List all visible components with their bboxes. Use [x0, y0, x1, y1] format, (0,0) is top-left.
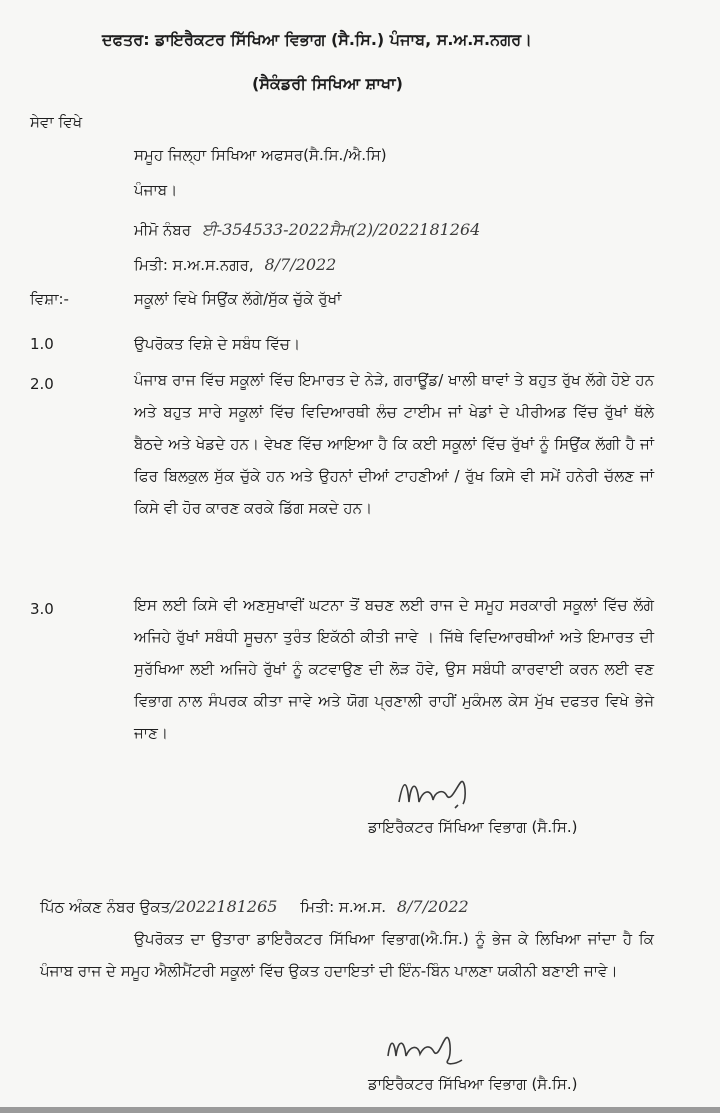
- endorsement-line: [40, 897, 469, 917]
- signatory-designation: ਡਾਇਰੈਕਟਰ ਸਿੱਖਿਆ ਵਿਭਾਗ (ਸੈ.ਸਿ.): [368, 1075, 578, 1093]
- page-bottom-edge: [0, 1107, 720, 1113]
- endorsement-date-label: ਮਿਤੀ: ਸ.ਅ.ਸ.: [300, 898, 387, 916]
- endorsement-number-handwritten: /2022181265: [170, 897, 278, 916]
- subject-text: ਸਕੂਲਾਂ ਵਿਖੇ ਸਿਉਂਕ ਲੱਗੇ/ਸੁੱਕ ਚੁੱਕੇ ਰੁੱਖਾਂ: [134, 290, 342, 308]
- wing-subheader: (ਸੈਕੰਡਰੀ ਸਿਖਿਆ ਸ਼ਾਖਾ): [252, 74, 403, 93]
- endorsement-text: ਉਪਰੋਕਤ ਦਾ ਉਤਾਰਾ ਡਾਇਰੈਕਟਰ ਸਿੱਖਿਆ ਵਿਭਾਗ(ਐ.ਸਿ.) ਨੂੰ ਭੇਜ ਕੇ ਲਿਖਿਆ ਜਾਂਦਾ ਹੈ ਕਿ ਪੰਜਾਬ ਰਾਜ ਦੇ ਸਮੂਹ ਐਲੀਮੈਂਟਰੀ ਸਕੂਲਾਂ ਵਿੱਚ ਉਕਤ ਹਦਾਇਤਾਂ ਦੀ ਇੰਨ-ਬਿੰਨ ਪਾਲਣਾ ਯਕੀਨੀ ਬਣਾਈ ਜਾਵੇ।: [40, 930, 654, 980]
- date-line: [134, 255, 336, 275]
- endorsement-label: ਪਿੱਠ ਅੰਕਣ ਨੰਬਰ ਉਕਤ: [40, 898, 171, 916]
- subject-label: ਵਿਸ਼ਾ:-: [30, 290, 69, 308]
- date-handwritten: 8/7/2022: [264, 255, 337, 274]
- para-number: 3.0: [30, 600, 54, 618]
- endorsement-date-handwritten: 8/7/2022: [396, 897, 469, 916]
- para-number: 1.0: [30, 335, 54, 353]
- date-label: ਮਿਤੀ: ਸ.ਅ.ਸ.ਨਗਰ,: [134, 256, 254, 274]
- para-text: ਉਪਰੋਕਤ ਵਿਸ਼ੇ ਦੇ ਸਬੰਧ ਵਿੱਚ।: [134, 335, 301, 353]
- seva-vikhe-label: ਸੇਵਾ ਵਿਖੇ: [30, 113, 83, 131]
- signatory-designation: ਡਾਇਰੈਕਟਰ ਸਿੱਖਿਆ ਵਿਭਾਗ (ਸੈ.ਸਿ.): [368, 818, 578, 836]
- recipient-line: ਸਮੂਹ ਜਿਲ੍ਹਾ ਸਿਖਿਆ ਅਫਸਰ(ਸੈ.ਸਿ./ਐ.ਸਿ): [134, 146, 387, 164]
- para-text: ਇਸ ਲਈ ਕਿਸੇ ਵੀ ਅਣਸੁਖਾਵੀਂ ਘਟਨਾ ਤੋਂ ਬਚਣ ਲਈ ਰਾਜ ਦੇ ਸਮੂਹ ਸਰਕਾਰੀ ਸਕੂਲਾਂ ਵਿੱਚ ਲੱਗੇ ਅਜਿਹੇ ਰੁੱਖਾਂ ਸਬੰਧੀ ਸੂਚਨਾ ਤੁਰੰਤ ਇਕੱਠੀ ਕੀਤੀ ਜਾਵੇ । ਜਿੱਥੇ ਵਿਦਿਆਰਥੀਆਂ ਅਤੇ ਇਮਾਰਤ ਦੀ ਸੁਰੱਖਿਆ ਲਈ ਅਜਿਹੇ ਰੁੱਖਾਂ ਨੂੰ ਕਟਵਾਉਣ ਦੀ ਲੋੜ ਹੋਵੇ, ਉਸ ਸਬੰਧੀ ਕਾਰਵਾਈ ਕਰਨ ਲਈ ਵਣ ਵਿਭਾਗ ਨਾਲ ਸੰਪਰਕ ਕੀਤਾ ਜਾਵੇ ਅਤੇ ਯੋਗ ਪ੍ਰਣਾਲੀ ਰਾਹੀਂ ਮੁਕੰਮਲ ਕੇਸ ਮੁੱਖ ਦਫਤਰ ਵਿਖੇ ਭੇਜੇ ਜਾਣ।: [134, 596, 654, 742]
- memo-number-handwritten: ਈ-354533-2022ਸੈਮ(2)/2022181264: [201, 220, 481, 239]
- memo-line: [134, 220, 480, 240]
- signature-scribble: [384, 1030, 474, 1070]
- signature-scribble: [395, 772, 485, 812]
- para-text: ਪੰਜਾਬ ਰਾਜ ਵਿੱਚ ਸਕੂਲਾਂ ਵਿੱਚ ਇਮਾਰਤ ਦੇ ਨੇੜੇ, ਗਰਾਊਂਡ/ ਖਾਲੀ ਥਾਵਾਂ ਤੇ ਬਹੁਤ ਰੁੱਖ ਲੱਗੇ ਹੋਏ ਹਨ ਅਤੇ ਬਹੁਤ ਸਾਰੇ ਸਕੂਲਾਂ ਵਿੱਚ ਵਿਦਿਆਰਥੀ ਲੰਚ ਟਾਈਮ ਜਾਂ ਖੇਡਾਂ ਦੇ ਪੀਰੀਅਡ ਵਿੱਚ ਰੁੱਖਾਂ ਥੱਲੇ ਬੈਠਦੇ ਅਤੇ ਖੇਡਦੇ ਹਨ। ਵੇਖਣ ਵਿੱਚ ਆਇਆ ਹੈ ਕਿ ਕਈ ਸਕੂਲਾਂ ਵਿੱਚ ਰੁੱਖਾਂ ਨੂੰ ਸਿਉਂਕ ਲੱਗੀ ਹੈ ਜਾਂ ਫਿਰ ਬਿਲਕੁਲ ਸੁੱਕ ਚੁੱਕੇ ਹਨ ਅਤੇ ਉਹਨਾਂ ਦੀਆਂ ਟਾਹਣੀਆਂ / ਰੁੱਖ ਕਿਸੇ ਵੀ ਸਮੇਂ ਹਨੇਰੀ ਚੱਲਣ ਜਾਂ ਕਿਸੇ ਵੀ ਹੋਰ ਕਾਰਣ ਕਰਕੇ ਡਿੱਗ ਸਕਦੇ ਹਨ।: [134, 371, 654, 517]
- memo-label: ਮੀਮੋ ਨੰਬਰ: [134, 221, 192, 239]
- office-header: ਦਫਤਰ: ਡਾਇਰੈਕਟਰ ਸਿੱਖਿਆ ਵਿਭਾਗ (ਸੈ.ਸਿ.) ਪੰਜਾਬ, ਸ.ਅ.ਸ.ਨਗਰ।: [102, 30, 532, 49]
- recipient-state: ਪੰਜਾਬ।: [134, 181, 178, 199]
- para-number: 2.0: [30, 375, 54, 393]
